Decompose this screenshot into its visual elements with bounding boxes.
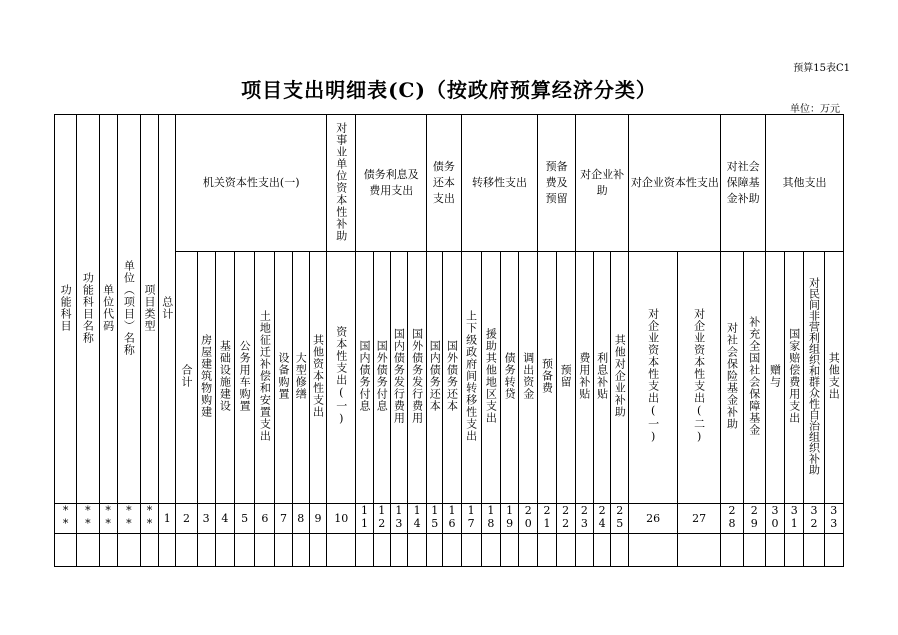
column-index-cell	[519, 504, 538, 534]
column-index-cell	[721, 504, 743, 534]
header-label: 国外债务还本	[445, 340, 459, 412]
fixed-column-header	[55, 115, 77, 504]
group-label: 债务利息及费用支出	[363, 168, 419, 197]
column-index-cell	[55, 504, 77, 534]
header-label: 资本性支出(一)	[334, 326, 348, 426]
column-index-cell	[77, 504, 99, 534]
group-label: 机关资本性支出(一)	[202, 176, 300, 189]
column-index-cell	[461, 504, 481, 534]
header-label: 预备费	[540, 358, 554, 394]
fixed-column-header	[159, 115, 176, 504]
column-index-cell	[390, 504, 407, 534]
header-label: 其他资本性支出	[311, 334, 325, 418]
sub-column-header	[611, 252, 629, 504]
header-label: 对社会保险基金补助	[725, 322, 739, 430]
column-index-cell	[373, 504, 390, 534]
header-label: 调出资金	[521, 352, 535, 400]
header-label: 对企业资本性支出(二)	[692, 308, 706, 444]
column-index-cell: 9	[309, 504, 326, 534]
column-index-cell	[117, 504, 140, 534]
header-label: 债务转贷	[503, 352, 517, 400]
empty-cell[interactable]	[611, 534, 629, 567]
column-index-cell: 4	[215, 504, 234, 534]
header-label: 对企业资本性支出(一)	[646, 308, 660, 444]
column-index: 16	[445, 504, 459, 530]
sub-column-header	[519, 252, 538, 504]
sub-column-header	[215, 252, 234, 504]
sub-column-header	[743, 252, 765, 504]
fixed-column-header	[140, 115, 158, 504]
header-label: 设备购置	[277, 352, 291, 400]
column-index: 13	[392, 504, 406, 530]
column-index-cell	[443, 504, 461, 534]
header-label: 赠与	[768, 364, 782, 388]
column-index-cell: 6	[255, 504, 275, 534]
column-index: 18	[484, 504, 498, 530]
column-index-cell	[140, 504, 158, 534]
sub-column-header	[575, 252, 593, 504]
empty-cell[interactable]	[743, 534, 765, 567]
header-label: 项目类型	[143, 283, 157, 332]
empty-cell[interactable]	[176, 534, 197, 567]
header-label: 国内债务发行费用	[392, 328, 406, 424]
fixed-column-header	[77, 115, 99, 504]
column-index-cell	[500, 504, 518, 534]
header-label: 对民间非营利组织和群众性自治组织补助	[807, 277, 821, 475]
sub-column-header	[176, 252, 197, 504]
column-index-cell	[556, 504, 575, 534]
sub-column-header	[292, 252, 309, 504]
empty-cell[interactable]	[575, 534, 593, 567]
column-index-cell: 5	[234, 504, 254, 534]
sub-column-header	[255, 252, 275, 504]
sub-column-header	[234, 252, 254, 504]
column-index: 20	[521, 504, 535, 530]
column-index: 32	[807, 504, 821, 530]
empty-cell[interactable]	[356, 534, 373, 567]
group-header	[629, 115, 721, 252]
column-index-cell: 8	[292, 504, 309, 534]
empty-data-row	[55, 534, 844, 567]
index-row	[55, 504, 844, 534]
column-index-cell	[743, 504, 765, 534]
empty-cell[interactable]	[215, 534, 234, 567]
header-label: 国家赔偿费用支出	[787, 328, 801, 424]
group-label: 预备费及预留	[545, 160, 568, 205]
header-label: 总计	[160, 295, 174, 320]
empty-cell[interactable]	[292, 534, 309, 567]
column-index: 24	[595, 504, 609, 530]
empty-cell[interactable]	[824, 534, 843, 567]
group-header	[538, 115, 575, 252]
header-label: 土地征迁补偿和安置支出	[258, 310, 272, 442]
empty-cell[interactable]	[461, 534, 481, 567]
fixed-column-header	[117, 115, 140, 504]
empty-cell[interactable]	[500, 534, 518, 567]
empty-cell[interactable]	[443, 534, 461, 567]
column-index-cell	[481, 504, 500, 534]
empty-cell[interactable]	[519, 534, 538, 567]
sub-column-header	[356, 252, 373, 504]
header-label: 预留	[559, 364, 573, 388]
empty-cell[interactable]	[629, 534, 678, 567]
column-index-cell: 3	[197, 504, 215, 534]
group-label: 对社会保障基金补助	[726, 160, 760, 205]
column-index: 33	[827, 504, 841, 530]
column-index-cell	[785, 504, 804, 534]
column-index-cell	[824, 504, 843, 534]
header-label: 大型修缮	[294, 352, 308, 400]
header-label: 基础设施建设	[218, 340, 232, 412]
column-index: 31	[787, 504, 801, 530]
sub-column-header	[407, 252, 426, 504]
empty-cell[interactable]	[721, 534, 743, 567]
group-label: 债务还本支出	[432, 160, 455, 205]
column-index: 19	[503, 504, 517, 530]
sub-column-header	[275, 252, 292, 504]
sub-column-header	[824, 252, 843, 504]
sub-column-header	[461, 252, 481, 504]
group-label: 对企业补助	[580, 168, 625, 197]
column-index-cell: 7	[275, 504, 292, 534]
header-label: 补充全国社会保障基金	[747, 316, 761, 436]
column-index: 21	[540, 504, 554, 530]
header-label: 上下级政府间转移性支出	[464, 310, 478, 442]
sub-column-header	[500, 252, 518, 504]
group-header	[461, 115, 538, 252]
empty-cell[interactable]	[117, 534, 140, 567]
column-index-cell	[593, 504, 610, 534]
group-label: 转移性支出	[471, 176, 527, 189]
sub-column-header	[556, 252, 575, 504]
column-index: **	[122, 504, 136, 530]
header-label: 其他对企业补助	[613, 334, 627, 418]
fixed-column-header	[99, 115, 117, 504]
column-index-cell	[427, 504, 443, 534]
empty-cell[interactable]	[275, 534, 292, 567]
group-header	[765, 115, 843, 252]
column-index-cell: 2	[176, 504, 197, 534]
header-label: 国内债务付息	[358, 340, 371, 412]
sub-column-header	[197, 252, 215, 504]
group-header	[721, 115, 766, 252]
form-code: 预算15表C1	[793, 63, 850, 74]
column-index: 14	[410, 504, 424, 530]
column-index-cell	[804, 504, 824, 534]
empty-cell[interactable]	[481, 534, 500, 567]
sub-column-header	[538, 252, 556, 504]
column-index: 28	[725, 504, 739, 530]
empty-cell[interactable]	[197, 534, 215, 567]
empty-cell[interactable]	[234, 534, 254, 567]
empty-cell[interactable]	[55, 534, 77, 567]
column-index-cell	[356, 504, 373, 534]
empty-cell[interactable]	[327, 534, 356, 567]
column-index-cell	[99, 504, 117, 534]
empty-cell[interactable]	[309, 534, 326, 567]
column-index: **	[143, 504, 157, 530]
header-label: 房屋建筑物购建	[199, 334, 213, 418]
column-index-cell	[575, 504, 593, 534]
header-label: 国外债务发行费用	[410, 328, 424, 424]
header-label: 国内债务还本	[428, 340, 442, 412]
header-label: 利息补贴	[595, 352, 609, 400]
sub-column-header	[309, 252, 326, 504]
empty-cell[interactable]	[804, 534, 824, 567]
unit-label: 单位：万元	[790, 104, 840, 115]
column-index: 29	[747, 504, 761, 530]
column-index: 30	[768, 504, 782, 530]
column-index-cell: 1	[159, 504, 176, 534]
empty-cell[interactable]	[538, 534, 556, 567]
header-label: 单位代码	[101, 283, 115, 332]
sub-column-header	[677, 252, 720, 504]
empty-cell[interactable]	[77, 534, 99, 567]
budget-table	[54, 114, 844, 567]
empty-cell[interactable]	[677, 534, 720, 567]
header-label: 公务用车购置	[238, 340, 252, 412]
column-index-cell	[765, 504, 784, 534]
column-index: 22	[559, 504, 573, 530]
header-label: 援助其他地区支出	[484, 328, 498, 424]
empty-cell[interactable]	[593, 534, 610, 567]
group-header	[575, 115, 629, 252]
group-header	[327, 115, 356, 252]
sub-column-header	[629, 252, 678, 504]
empty-cell[interactable]	[427, 534, 443, 567]
column-index: 17	[464, 504, 478, 530]
column-index-cell: 26	[629, 504, 678, 534]
column-index-cell: 27	[677, 504, 720, 534]
header-label: 合计	[179, 364, 193, 388]
group-header	[176, 115, 327, 252]
sub-column-header	[785, 252, 804, 504]
empty-cell[interactable]	[765, 534, 784, 567]
empty-cell[interactable]	[159, 534, 176, 567]
header-label: 功能科目	[59, 283, 73, 332]
sub-column-header	[481, 252, 500, 504]
sub-column-header	[327, 252, 356, 504]
column-index: 25	[613, 504, 627, 530]
header-label: 功能科目名称	[81, 271, 95, 344]
empty-cell[interactable]	[785, 534, 804, 567]
empty-cell[interactable]	[373, 534, 390, 567]
column-index-cell	[538, 504, 556, 534]
sub-column-header	[721, 252, 743, 504]
column-index: **	[59, 504, 73, 530]
column-index: **	[101, 504, 115, 530]
column-index: 11	[358, 504, 371, 530]
group-label: 对企业资本性支出	[630, 176, 719, 189]
header-label: 对事业单位资本性补助	[334, 121, 348, 242]
group-header-row	[55, 115, 844, 252]
sub-column-header	[593, 252, 610, 504]
header-label: 国外债务付息	[375, 340, 389, 412]
header-label: 费用补贴	[577, 352, 591, 400]
sub-column-header	[427, 252, 443, 504]
sub-column-header	[390, 252, 407, 504]
empty-cell[interactable]	[390, 534, 407, 567]
group-header	[356, 115, 427, 252]
sub-column-header	[804, 252, 824, 504]
empty-cell[interactable]	[407, 534, 426, 567]
empty-cell[interactable]	[556, 534, 575, 567]
column-index-cell: 10	[327, 504, 356, 534]
empty-cell[interactable]	[140, 534, 158, 567]
header-label: 单位（项目）名称	[122, 259, 136, 356]
column-index: 15	[428, 504, 442, 530]
column-index: **	[81, 504, 95, 530]
group-label: 其他支出	[782, 176, 827, 189]
column-index: 12	[375, 504, 389, 530]
column-index: 23	[577, 504, 591, 530]
sub-column-header	[443, 252, 461, 504]
sub-column-header	[373, 252, 390, 504]
column-index-cell	[611, 504, 629, 534]
page-title: 项目支出明细表(C)（按政府预算经济分类）	[241, 78, 657, 102]
empty-cell[interactable]	[99, 534, 117, 567]
group-header	[427, 115, 461, 252]
header-label: 其他支出	[827, 352, 841, 400]
empty-cell[interactable]	[255, 534, 275, 567]
column-index-cell	[407, 504, 426, 534]
sub-column-header	[765, 252, 784, 504]
